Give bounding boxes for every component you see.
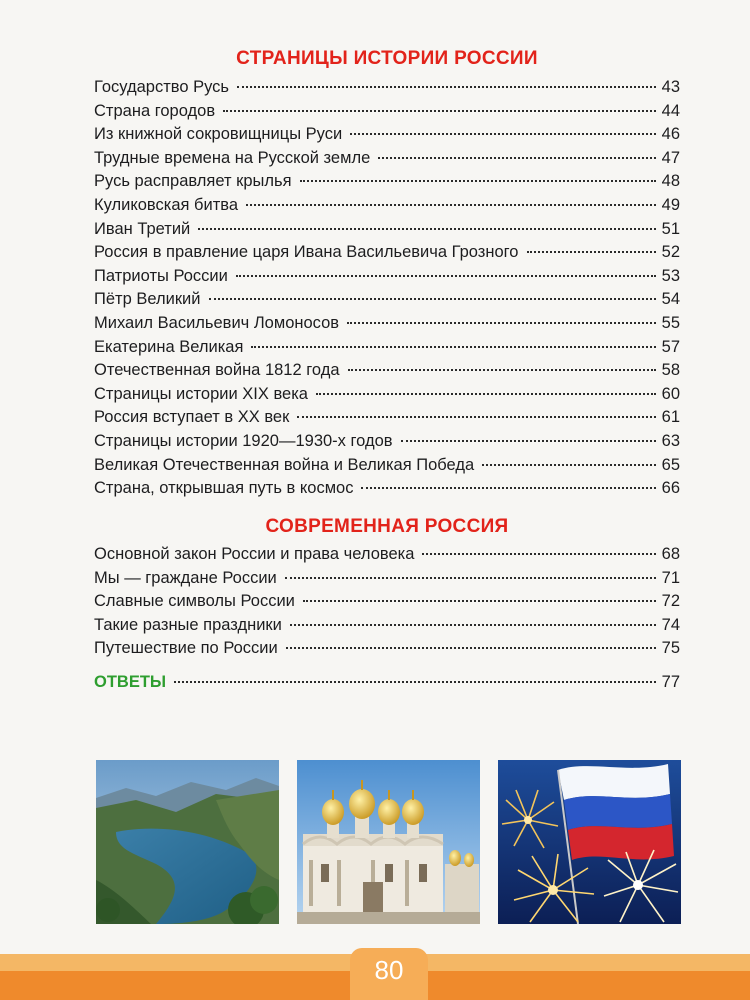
dot-leader (251, 346, 655, 348)
toc-title: Страницы истории 1920—1930-х годов (94, 431, 393, 450)
dot-leader (297, 416, 655, 418)
toc-title: Патриоты России (94, 266, 228, 285)
dot-leader (198, 228, 655, 230)
dot-leader (286, 647, 656, 649)
toc-row[interactable] (94, 637, 680, 661)
toc-page-number: 60 (661, 384, 680, 403)
cathedral-photo (297, 760, 480, 924)
toc-title: Россия вступает в XX век (94, 408, 290, 427)
dot-leader (236, 275, 656, 277)
dot-leader (174, 681, 656, 683)
toc-title: Страна, открывшая путь в космос (94, 479, 354, 498)
lake-landscape-photo (96, 760, 279, 924)
dot-leader (209, 298, 656, 300)
toc-row[interactable] (94, 383, 680, 407)
toc-row[interactable] (94, 590, 680, 614)
toc-row[interactable] (94, 100, 680, 124)
toc-row[interactable] (94, 477, 680, 501)
dot-leader (378, 157, 655, 159)
dot-leader (290, 624, 656, 626)
toc-page-number: 55 (661, 313, 680, 332)
toc-page-number: 74 (661, 615, 680, 634)
toc-page-number: 71 (661, 568, 680, 587)
toc-row[interactable] (94, 123, 680, 147)
toc-title: Из книжной сокровищницы Руси (94, 125, 343, 144)
toc-page-number: 68 (661, 545, 680, 563)
toc-row-answers[interactable] (94, 671, 680, 695)
toc-title: Основной закон России и права человека (94, 545, 415, 563)
toc-page-number: 47 (661, 148, 680, 167)
toc-row[interactable] (94, 543, 680, 567)
toc-list-modern (94, 543, 680, 661)
toc-row[interactable] (94, 288, 680, 312)
dot-leader (246, 204, 656, 206)
toc-title: Михаил Васильевич Ломоносов (94, 313, 340, 332)
toc-title: Страна городов (94, 101, 216, 120)
dot-leader (285, 577, 656, 579)
toc-title: Иван Третий (94, 219, 191, 238)
toc-title: Куликовская битва (94, 195, 239, 214)
toc-page-number: 72 (661, 592, 680, 611)
dot-leader (401, 440, 656, 442)
toc-list-answers (94, 671, 680, 695)
toc-page-number: 77 (661, 673, 680, 691)
dot-leader (350, 133, 655, 135)
toc-title: Россия в правление царя Ивана Васильевича Грозного (94, 243, 519, 262)
toc-row[interactable] (94, 265, 680, 289)
toc-row[interactable] (94, 147, 680, 171)
toc-title: Славные символы России (94, 592, 295, 611)
toc-page-number: 53 (661, 266, 680, 285)
toc-list-history (94, 76, 680, 501)
toc-page-number: 66 (661, 479, 680, 498)
toc-title: Пётр Великий (94, 290, 201, 309)
toc-row[interactable] (94, 218, 680, 242)
toc-page-number: 75 (661, 639, 680, 658)
toc-page-number: 58 (661, 361, 680, 380)
toc-page-number: 52 (661, 243, 680, 262)
toc-row[interactable] (94, 454, 680, 478)
section-title-modern: СОВРЕМЕННАЯ РОССИЯ (265, 516, 509, 537)
toc-title: Страницы истории XIX века (94, 384, 308, 403)
toc-row[interactable] (94, 170, 680, 194)
toc-title: Такие разные праздники (94, 615, 282, 634)
toc-row[interactable] (94, 614, 680, 638)
toc-row[interactable] (94, 359, 680, 383)
toc-page-number: 48 (661, 172, 680, 191)
toc-title: Екатерина Великая (94, 337, 244, 356)
toc-page-number: 57 (661, 337, 680, 356)
toc-row[interactable] (94, 567, 680, 591)
page-number: 80 (374, 955, 404, 985)
toc-page-number: 61 (661, 408, 680, 427)
dot-leader (347, 322, 656, 324)
toc-row[interactable] (94, 241, 680, 265)
toc-page-number: 44 (661, 101, 680, 120)
toc-page-number: 54 (661, 290, 680, 309)
dot-leader (300, 180, 656, 182)
toc-title: Русь расправляет крылья (94, 172, 292, 191)
page-footer (0, 944, 750, 1000)
toc-title: Отечественная война 1812 года (94, 361, 340, 380)
toc-row[interactable] (94, 194, 680, 218)
dot-leader (223, 110, 656, 112)
toc-title: Трудные времена на Русской земле (94, 148, 371, 167)
toc-row[interactable] (94, 76, 680, 100)
section-title-history: СТРАНИЦЫ ИСТОРИИ РОССИИ (236, 48, 538, 69)
dot-leader (316, 393, 656, 395)
dot-leader (237, 86, 656, 88)
dot-leader (361, 487, 655, 489)
dot-leader (348, 369, 656, 371)
toc-page-number: 65 (661, 455, 680, 474)
toc-row[interactable] (94, 336, 680, 360)
toc-row[interactable] (94, 430, 680, 454)
toc-title: Великая Отечественная война и Великая Победа (94, 455, 475, 474)
answers-title: ОТВЕТЫ (94, 673, 167, 691)
dot-leader (422, 553, 655, 555)
flag-fireworks-photo (498, 760, 681, 924)
toc-page-number: 63 (661, 431, 680, 450)
toc-row[interactable] (94, 406, 680, 430)
toc-title: Путешествие по России (94, 639, 278, 658)
dot-leader (482, 464, 655, 466)
toc-page-number: 51 (661, 219, 680, 238)
toc-title: Государство Русь (94, 78, 230, 96)
toc-page-number: 49 (661, 195, 680, 214)
toc-row[interactable] (94, 312, 680, 336)
toc-page-number: 46 (661, 125, 680, 144)
toc-page-number: 43 (661, 78, 680, 96)
dot-leader (303, 600, 656, 602)
dot-leader (527, 251, 656, 253)
toc-title: Мы — граждане России (94, 568, 277, 587)
